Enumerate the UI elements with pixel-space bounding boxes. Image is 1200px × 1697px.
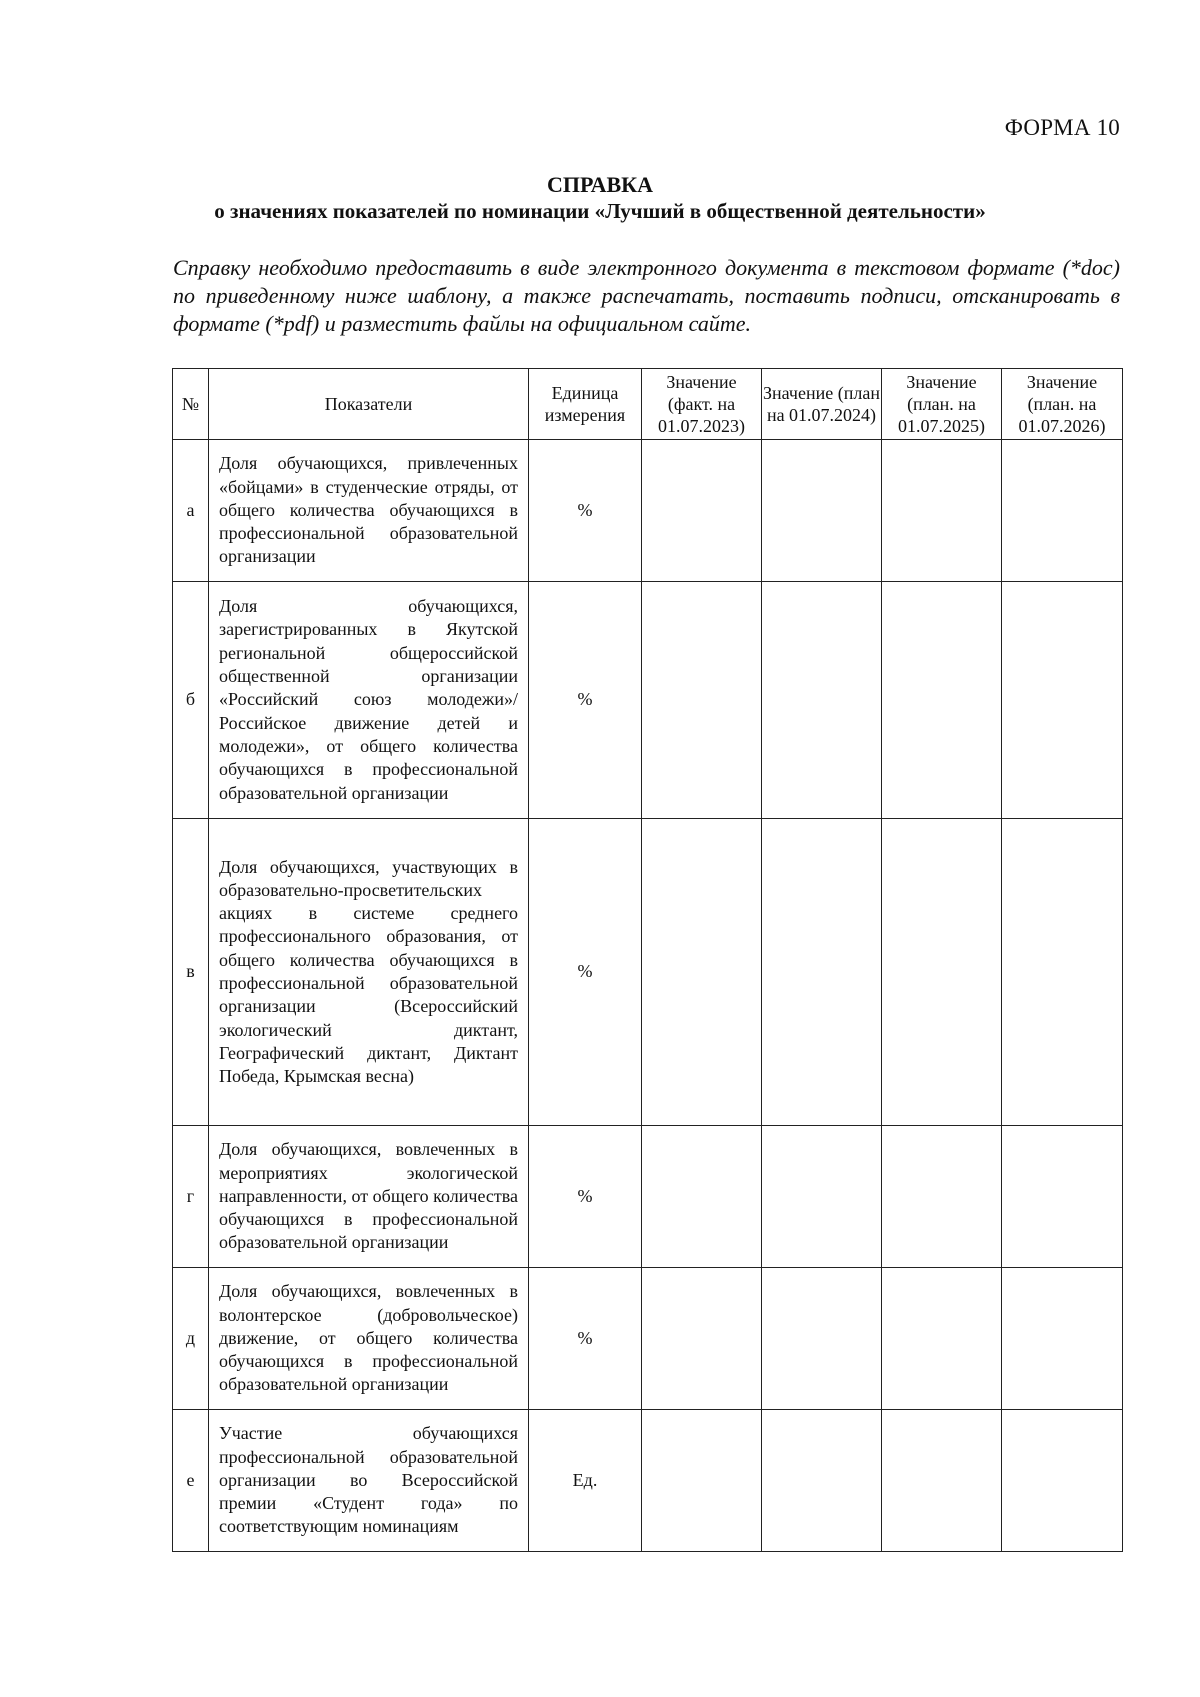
indicator-text: Доля обучающихся, вовлеченных в волонтерское (добровольческое) движение, от общего количества обучающихся в профессиональной образовательной организации	[209, 1268, 529, 1410]
value-2025-cell[interactable]	[882, 440, 1002, 582]
header-value-2025: Значение (план. на 01.07.2025)	[882, 369, 1002, 440]
value-2025-cell[interactable]	[882, 1268, 1002, 1410]
value-2026-cell[interactable]	[1002, 440, 1123, 582]
value-2024-cell[interactable]	[762, 819, 882, 1126]
value-2025-cell[interactable]	[882, 1126, 1002, 1268]
header-value-2023: Значение (факт. на 01.07.2023)	[642, 369, 762, 440]
value-2023-cell[interactable]	[642, 440, 762, 582]
row-number: в	[173, 819, 209, 1126]
value-2023-cell[interactable]	[642, 1268, 762, 1410]
value-2025-cell[interactable]	[882, 582, 1002, 819]
unit-cell: %	[529, 1126, 642, 1268]
header-value-2026: Значение (план. на 01.07.2026)	[1002, 369, 1123, 440]
value-2025-cell[interactable]	[882, 1410, 1002, 1552]
unit-cell: %	[529, 1268, 642, 1410]
value-2023-cell[interactable]	[642, 1126, 762, 1268]
value-2024-cell[interactable]	[762, 1126, 882, 1268]
row-number: е	[173, 1410, 209, 1552]
value-2023-cell[interactable]	[642, 819, 762, 1126]
form-number: ФОРМА 10	[1004, 115, 1120, 140]
unit-cell: %	[529, 582, 642, 819]
value-2026-cell[interactable]	[1002, 1126, 1123, 1268]
row-number: д	[173, 1268, 209, 1410]
table-header-row	[173, 369, 1123, 440]
unit-cell: %	[529, 440, 642, 582]
document-subtitle: о значениях показателей по номинации «Лучший в общественной деятельности»	[214, 199, 986, 223]
table-row	[173, 819, 1123, 1126]
indicator-text: Доля обучающихся, привлеченных «бойцами» в студенческие отряды, от общего количества обучающихся в профессиональной образовательной организации	[209, 440, 529, 582]
document-title: СПРАВКА	[546, 172, 654, 197]
indicator-text: Участие обучающихся профессиональной образовательной организации во Всероссийской премии «Студент года» по соответствующим номинациям	[209, 1410, 529, 1552]
value-2026-cell[interactable]	[1002, 582, 1123, 819]
value-2024-cell[interactable]	[762, 1268, 882, 1410]
row-number: б	[173, 582, 209, 819]
value-2026-cell[interactable]	[1002, 1410, 1123, 1552]
instruction-paragraph: Справку необходимо предоставить в виде электронного документа в текстовом формате (*doc) по приведенному ниже шаблону, а также распечатать, поставить подписи, отсканировать в формате (*pdf) и разместить файлы на официальном сайте.	[173, 255, 1120, 336]
header-unit: Единица измерения	[529, 369, 642, 440]
header-indicator: Показатели	[209, 369, 529, 440]
value-2024-cell[interactable]	[762, 582, 882, 819]
indicator-text: Доля обучающихся, зарегистрированных в Якутской региональной общероссийской общественной организации «Российский союз молодежи»/Российское движение детей и молодежи», от общего количества обучающихся в профессиональной образовательной организации	[209, 582, 529, 819]
value-2026-cell[interactable]	[1002, 819, 1123, 1126]
table-row	[173, 1268, 1123, 1410]
value-2024-cell[interactable]	[762, 1410, 882, 1552]
unit-cell: %	[529, 819, 642, 1126]
table-row	[173, 440, 1123, 582]
value-2025-cell[interactable]	[882, 819, 1002, 1126]
table-row	[173, 582, 1123, 819]
indicators-table	[172, 368, 1123, 1552]
row-number: а	[173, 440, 209, 582]
value-2023-cell[interactable]	[642, 1410, 762, 1552]
value-2024-cell[interactable]	[762, 440, 882, 582]
table-row	[173, 1126, 1123, 1268]
value-2026-cell[interactable]	[1002, 1268, 1123, 1410]
indicator-text: Доля обучающихся, вовлеченных в мероприятиях экологической направленности, от общего количества обучающихся в профессиональной образовательной организации	[209, 1126, 529, 1268]
value-2023-cell[interactable]	[642, 582, 762, 819]
row-number: г	[173, 1126, 209, 1268]
header-value-2024: Значение (план на 01.07.2024)	[762, 369, 882, 440]
indicator-text: Доля обучающихся, участвующих в образовательно-просветительских акциях в системе среднего профессионального образования, от общего количества обучающихся в профессиональной образовательной организации (Всероссийский экологический диктант, Географический диктант, Диктант Победа, Крымская весна)	[209, 819, 529, 1126]
unit-cell: Ед.	[529, 1410, 642, 1552]
table-row	[173, 1410, 1123, 1552]
header-number: №	[173, 369, 209, 440]
